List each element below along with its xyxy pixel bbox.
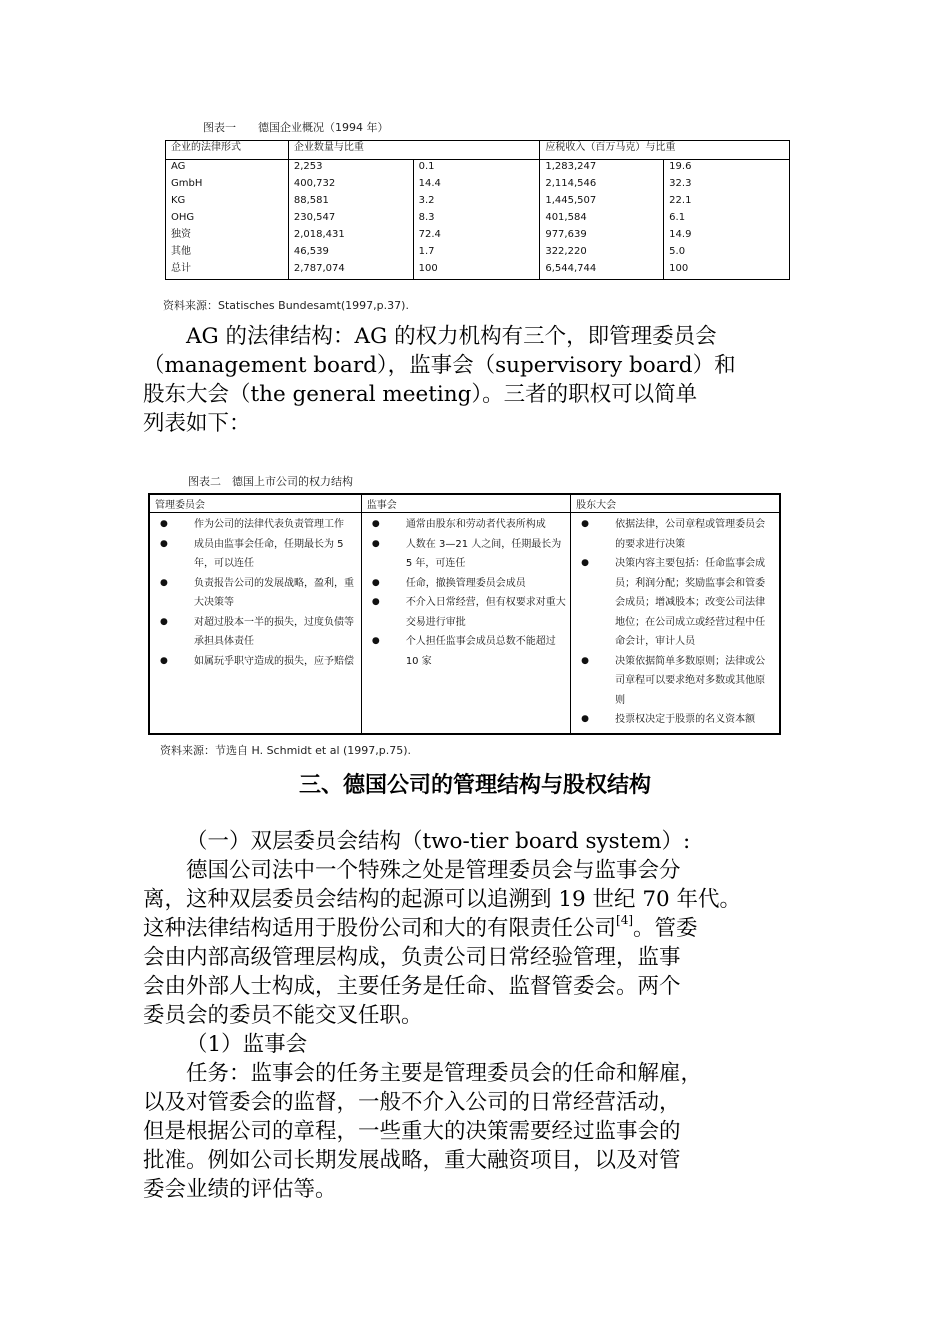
table-cell: 72.4 [413, 228, 540, 245]
text-line: 会由内部高级管理层构成，负责公司日常经验管理，监事 [143, 945, 681, 970]
text-line: 列表如下： [143, 411, 251, 436]
table-cell: 2,114,546 [540, 177, 664, 194]
subheading-supervisory-board: （1）监事会 [186, 1032, 308, 1057]
text-line: 离，这种双层委员会结构的起源可以追溯到 19 世纪 70 年代。 [143, 887, 742, 912]
table-cell: 32.3 [664, 177, 790, 194]
figure2-title: 图表二 德国上市公司的权力结构 [188, 475, 353, 488]
text-line [143, 914, 808, 943]
table-cell: 100 [664, 262, 790, 280]
bullet-list [366, 515, 566, 671]
table-cell: 322,220 [540, 245, 664, 262]
list-item: ● 任命，撤换管理委员会成员 [366, 574, 566, 594]
table-cell: 总计 [166, 262, 289, 280]
table-header-cell: 管理委员会 [149, 494, 361, 513]
text-segment: 这种法律结构适用于股份公司和大的有限责任公司 [143, 916, 617, 941]
table-cell: 14.4 [413, 177, 540, 194]
table-row [149, 513, 780, 735]
table-cell: OHG [166, 211, 289, 228]
figure1-table [165, 140, 790, 280]
table-cell: 独资 [166, 228, 289, 245]
footnote-reference[interactable]: [4] [616, 913, 634, 927]
text-line: 股东大会（the general meeting）。三者的职权可以简单 [143, 382, 698, 407]
text-line: AG 的法律结构：AG 的权力机构有三个，即管理委员会 [186, 324, 717, 349]
figure1-title: 图表一 德国企业概况（1994 年） [203, 121, 389, 134]
table-cell: AG [166, 160, 289, 178]
list-item: ● 依据法律，公司章程或管理委员会的要求进行决策 [575, 515, 775, 554]
table-cell: 22.1 [664, 194, 790, 211]
list-item: ● 负责报告公司的发展战略，盈利，重大决策等 [154, 574, 357, 613]
text-line: 委员会的委员不能交叉任职。 [143, 1003, 423, 1028]
table-cell: 88,581 [288, 194, 413, 211]
table-cell: 2,018,431 [288, 228, 413, 245]
list-item: ● 成员由监事会任命，任期最长为 5 年，可以连任 [154, 535, 357, 574]
table-cell: 400,732 [288, 177, 413, 194]
table-row [166, 211, 790, 228]
table-cell: 1,445,507 [540, 194, 664, 211]
list-item: ● 不介入日常经营，但有权要求对重大交易进行审批 [366, 593, 566, 632]
list-item: ● 个人担任监事会成员总数不能超过 10 家 [366, 632, 566, 671]
table-cell: 6,544,744 [540, 262, 664, 280]
table-cell-management-board [149, 513, 361, 735]
table-cell: 19.6 [664, 160, 790, 178]
paragraph-two-tier [143, 827, 808, 1204]
table-cell: 1,283,247 [540, 160, 664, 178]
section-heading: 三、德国公司的管理结构与股权结构 [298, 773, 651, 798]
list-item: ● 人数在 3—21 人之间，任期最长为 5 年，可连任 [366, 535, 566, 574]
table-header-cell: 企业数量与比重 [288, 141, 539, 160]
table-cell: 5.0 [664, 245, 790, 262]
text-line: 批准。例如公司长期发展战略，重大融资项目，以及对管 [143, 1148, 681, 1173]
subheading-two-tier: （一）双层委员会结构（two-tier board system）: [186, 829, 691, 854]
table-cell: GmbH [166, 177, 289, 194]
table-cell-general-meeting [571, 513, 780, 735]
figure2-source: 资料来源：节选自 H. Schmidt et al (1997,p.75). [160, 744, 412, 757]
list-item: ● 对超过股本一半的损失，过度负债等承担具体责任 [154, 613, 357, 652]
table-header-cell: 企业的法律形式 [166, 141, 289, 160]
table-row [166, 177, 790, 194]
list-item: ● 决策依据简单多数原则；法律或公司章程可以要求绝对多数或其他原则 [575, 652, 775, 711]
text-segment: 。管委 [633, 916, 698, 941]
text-line: 但是根据公司的章程，一些重大的决策需要经过监事会的 [143, 1119, 681, 1144]
table-cell: 0.1 [413, 160, 540, 178]
table-cell: KG [166, 194, 289, 211]
table-header-cell: 应税收入（百万马克）与比重 [540, 141, 790, 160]
table-cell: 14.9 [664, 228, 790, 245]
table-cell: 230,547 [288, 211, 413, 228]
text-line: 德国公司法中一个特殊之处是管理委员会与监事会分 [186, 858, 681, 883]
table-cell: 100 [413, 262, 540, 280]
table-cell: 2,253 [288, 160, 413, 178]
list-item: ● 作为公司的法律代表负责管理工作 [154, 515, 357, 535]
text-line: 委会业绩的评估等。 [143, 1177, 337, 1202]
list-item: ● 投票权决定于股票的名义资本额 [575, 710, 775, 730]
table-cell: 3.2 [413, 194, 540, 211]
bullet-list [575, 515, 775, 730]
table-row [166, 228, 790, 245]
table-row [166, 245, 790, 262]
table-cell: 46,539 [288, 245, 413, 262]
bullet-list [154, 515, 357, 671]
text-line: 会由外部人士构成，主要任务是任命、监督管委会。两个 [143, 974, 681, 999]
table-header-cell: 股东大会 [571, 494, 780, 513]
table-cell: 8.3 [413, 211, 540, 228]
text-line: 以及对管委会的监督，一般不介入公司的日常经营活动， [143, 1090, 681, 1115]
table-header-row [149, 494, 780, 513]
table-cell: 977,639 [540, 228, 664, 245]
table-cell: 其他 [166, 245, 289, 262]
list-item: ● 决策内容主要包括：任命监事会成员；利润分配；奖励监事会和管委会成员；增减股本；改变公司法律地位；在公司成立或经营过程中任命会计，审计人员 [575, 554, 775, 652]
paragraph-legal-structure [143, 322, 808, 438]
table-cell: 2,787,074 [288, 262, 413, 280]
table-cell-supervisory-board [361, 513, 570, 735]
table-cell: 401,584 [540, 211, 664, 228]
figure2-table [148, 493, 781, 735]
table-header-row [166, 141, 790, 160]
table-row [166, 160, 790, 178]
text-line: 任务：监事会的任务主要是管理委员会的任命和解雇， [186, 1061, 703, 1086]
list-item: ● 通常由股东和劳动者代表所构成 [366, 515, 566, 535]
text-line: （management board），监事会（supervisory board）和 [143, 353, 736, 378]
figure1-source: 资料来源：Statisches Bundesamt(1997,p.37). [163, 299, 409, 312]
list-item: ● 如属玩乎职守造成的损失，应予赔偿 [154, 652, 357, 672]
table-cell: 1.7 [413, 245, 540, 262]
table-header-cell: 监事会 [361, 494, 570, 513]
table-row [166, 262, 790, 280]
table-cell: 6.1 [664, 211, 790, 228]
table-row [166, 194, 790, 211]
